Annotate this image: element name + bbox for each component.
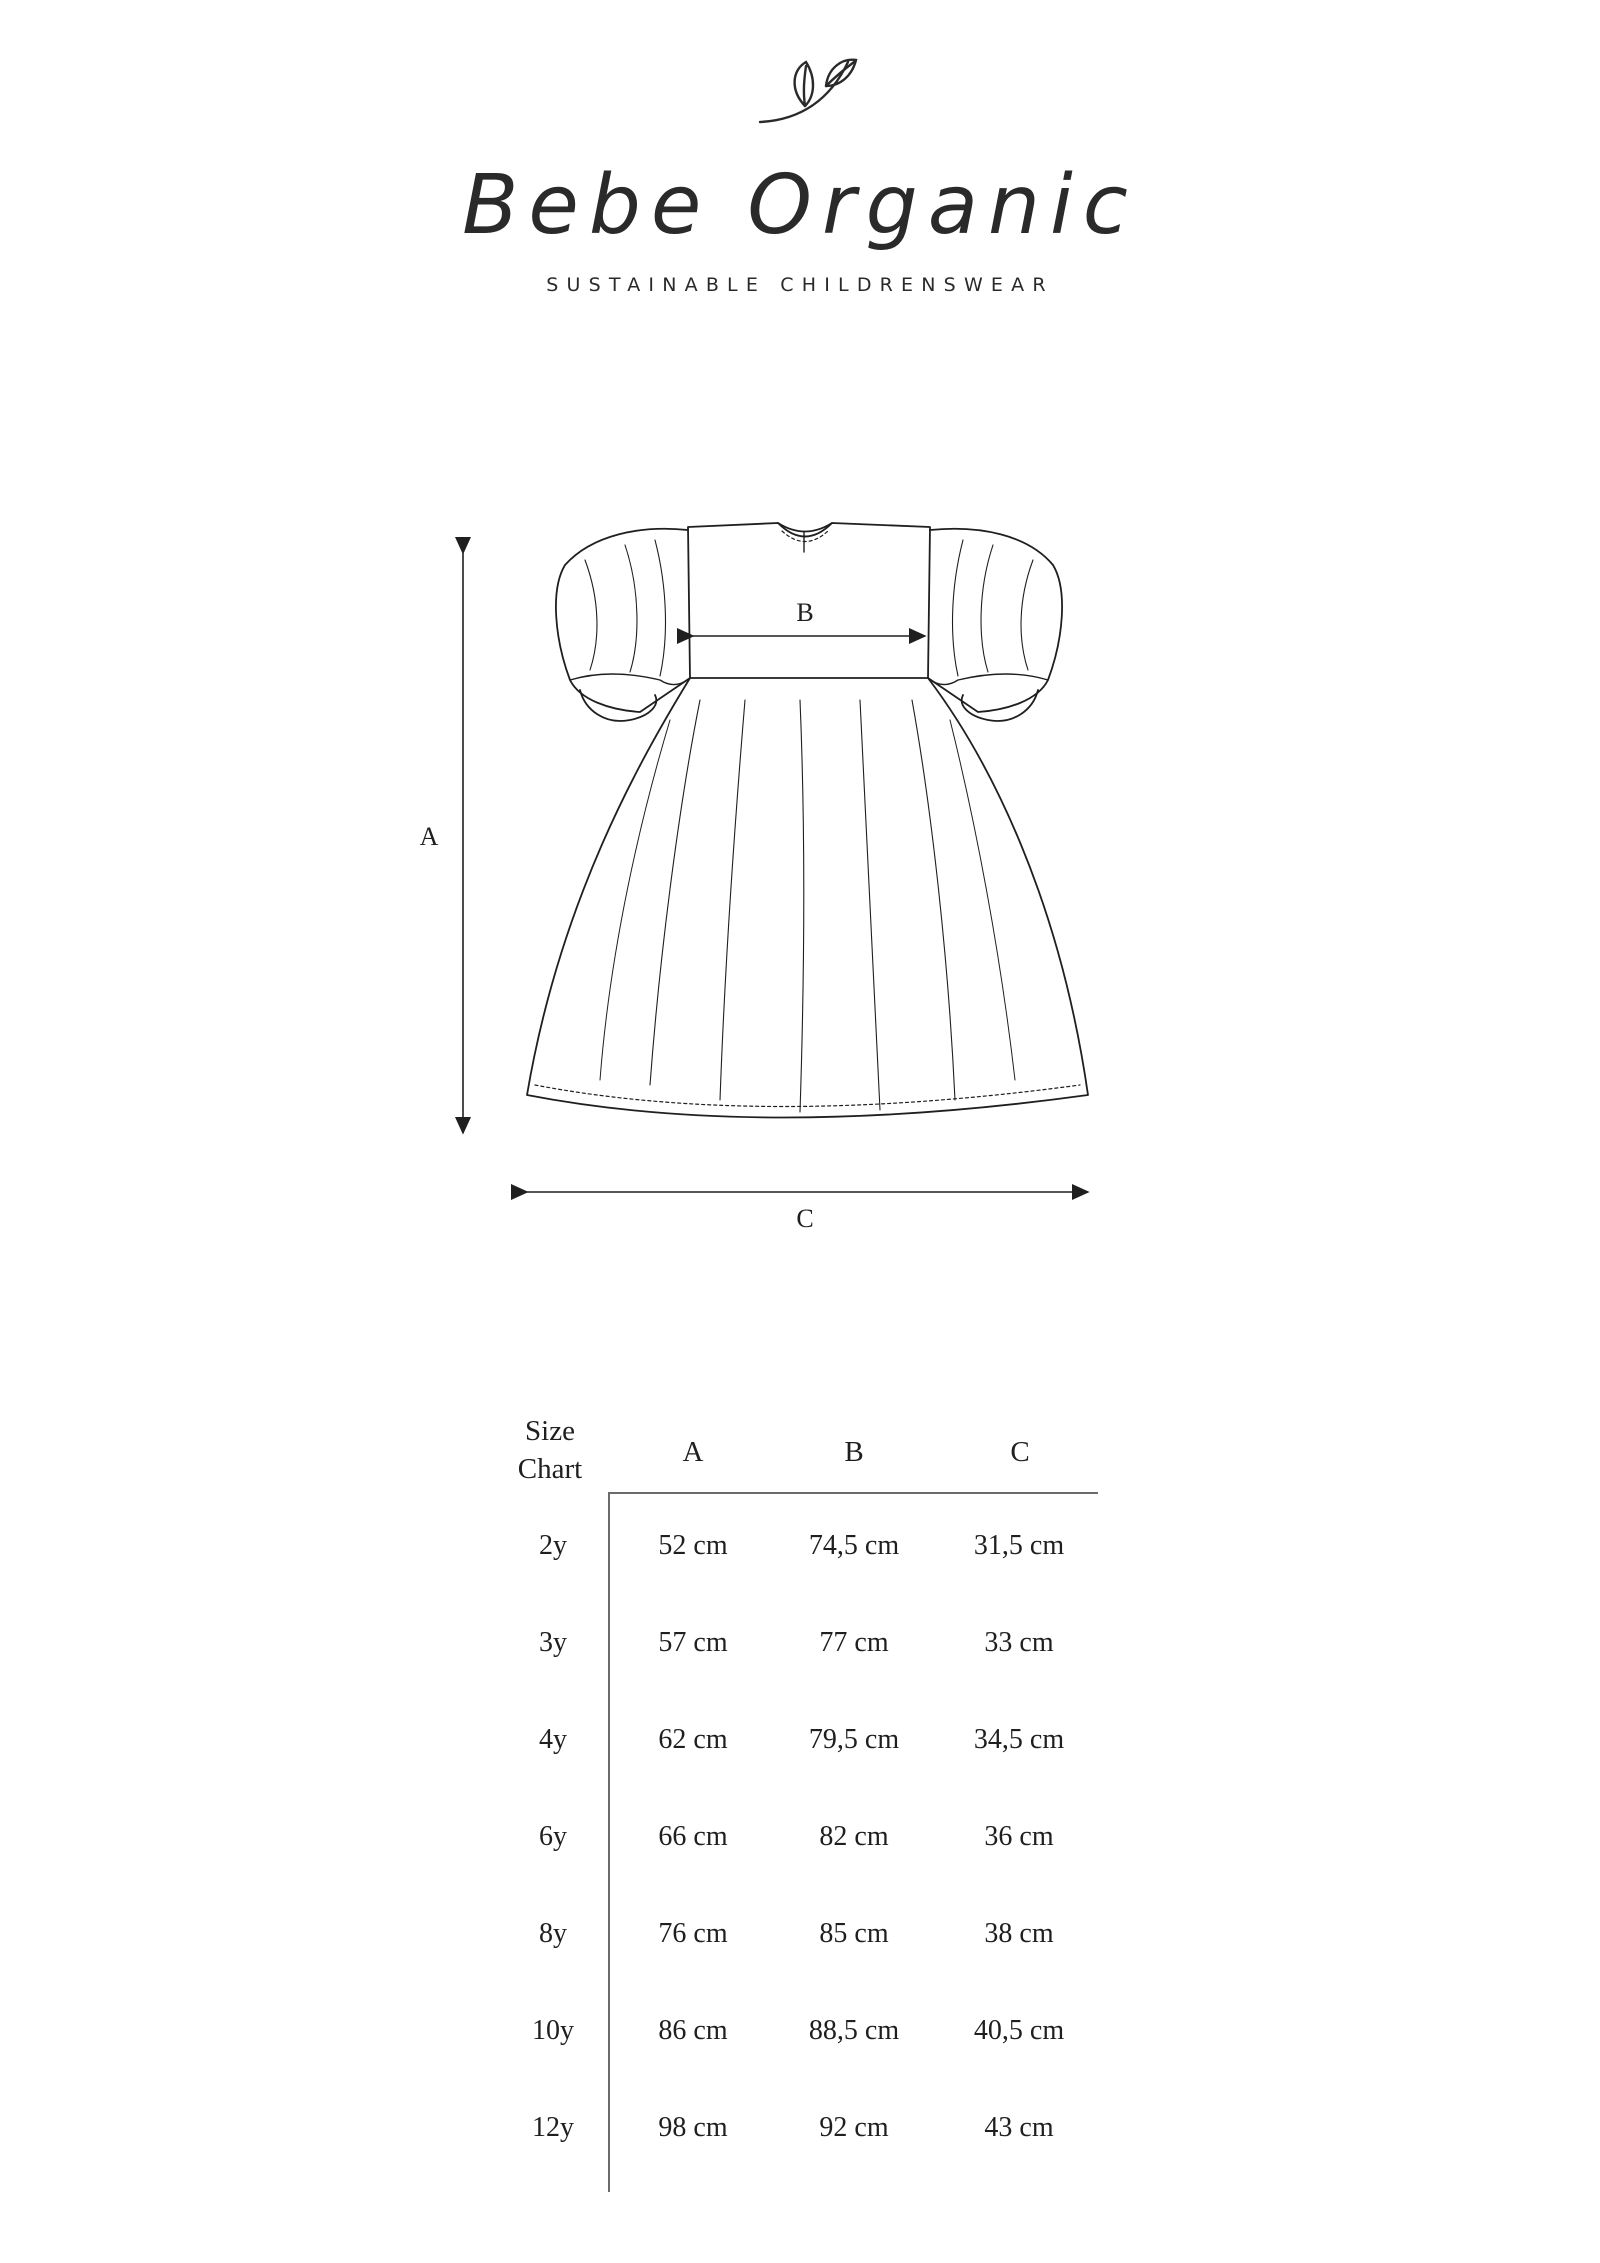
brand-name: Bebe Organic: [462, 158, 1138, 253]
measure-a-cell: 66 cm: [658, 1821, 728, 1852]
measure-c-cell: 38 cm: [984, 1918, 1054, 1949]
column-header-c: C: [1010, 1436, 1030, 1468]
dimension-label-b: B: [796, 598, 814, 627]
header-divider: [610, 1492, 1098, 1494]
measure-c-cell: 34,5 cm: [973, 1724, 1065, 1755]
measure-a-cell: 86 cm: [658, 2015, 728, 2046]
column-header-b: B: [844, 1436, 864, 1468]
size-cell: 4y: [539, 1724, 567, 1755]
measure-b-cell: 82 cm: [819, 1821, 889, 1852]
measure-a-cell: 52 cm: [658, 1530, 728, 1561]
measure-c-cell: 43 cm: [984, 2112, 1054, 2143]
measure-b-cell: 85 cm: [819, 1918, 889, 1949]
size-cell: 12y: [532, 2112, 574, 2143]
size-chart-title-line2: Chart: [517, 1453, 583, 1485]
measure-c-cell: 33 cm: [984, 1627, 1054, 1658]
measure-c-cell: 40,5 cm: [973, 2015, 1065, 2046]
dimension-label-a: A: [419, 822, 439, 851]
measure-c-cell: 31,5 cm: [973, 1530, 1065, 1561]
size-cell: 3y: [539, 1627, 567, 1658]
brand-tagline: SUSTAINABLE CHILDRENSWEAR: [546, 274, 1054, 296]
dress-skirt: [527, 678, 1088, 1118]
measure-a-cell: 57 cm: [658, 1627, 728, 1658]
size-cell: 6y: [539, 1821, 567, 1852]
measure-b-cell: 88,5 cm: [808, 2015, 900, 2046]
size-chart-title: [490, 1412, 610, 1488]
measure-c-cell: 36 cm: [984, 1821, 1054, 1852]
measure-b-cell: 92 cm: [819, 2112, 889, 2143]
measure-a-cell: 98 cm: [658, 2112, 728, 2143]
size-chart-title-line1: Size: [525, 1415, 575, 1447]
measure-a-cell: 76 cm: [658, 1918, 728, 1949]
size-cell: 10y: [532, 2015, 574, 2046]
measure-b-cell: 77 cm: [819, 1627, 889, 1658]
measure-a-cell: 62 cm: [658, 1724, 728, 1755]
dimension-label-c: C: [796, 1204, 814, 1233]
column-header-a: A: [682, 1436, 704, 1468]
size-cell: 2y: [539, 1530, 567, 1561]
size-cell: 8y: [539, 1918, 567, 1949]
measure-b-cell: 74,5 cm: [808, 1530, 900, 1561]
measure-b-cell: 79,5 cm: [808, 1724, 900, 1755]
